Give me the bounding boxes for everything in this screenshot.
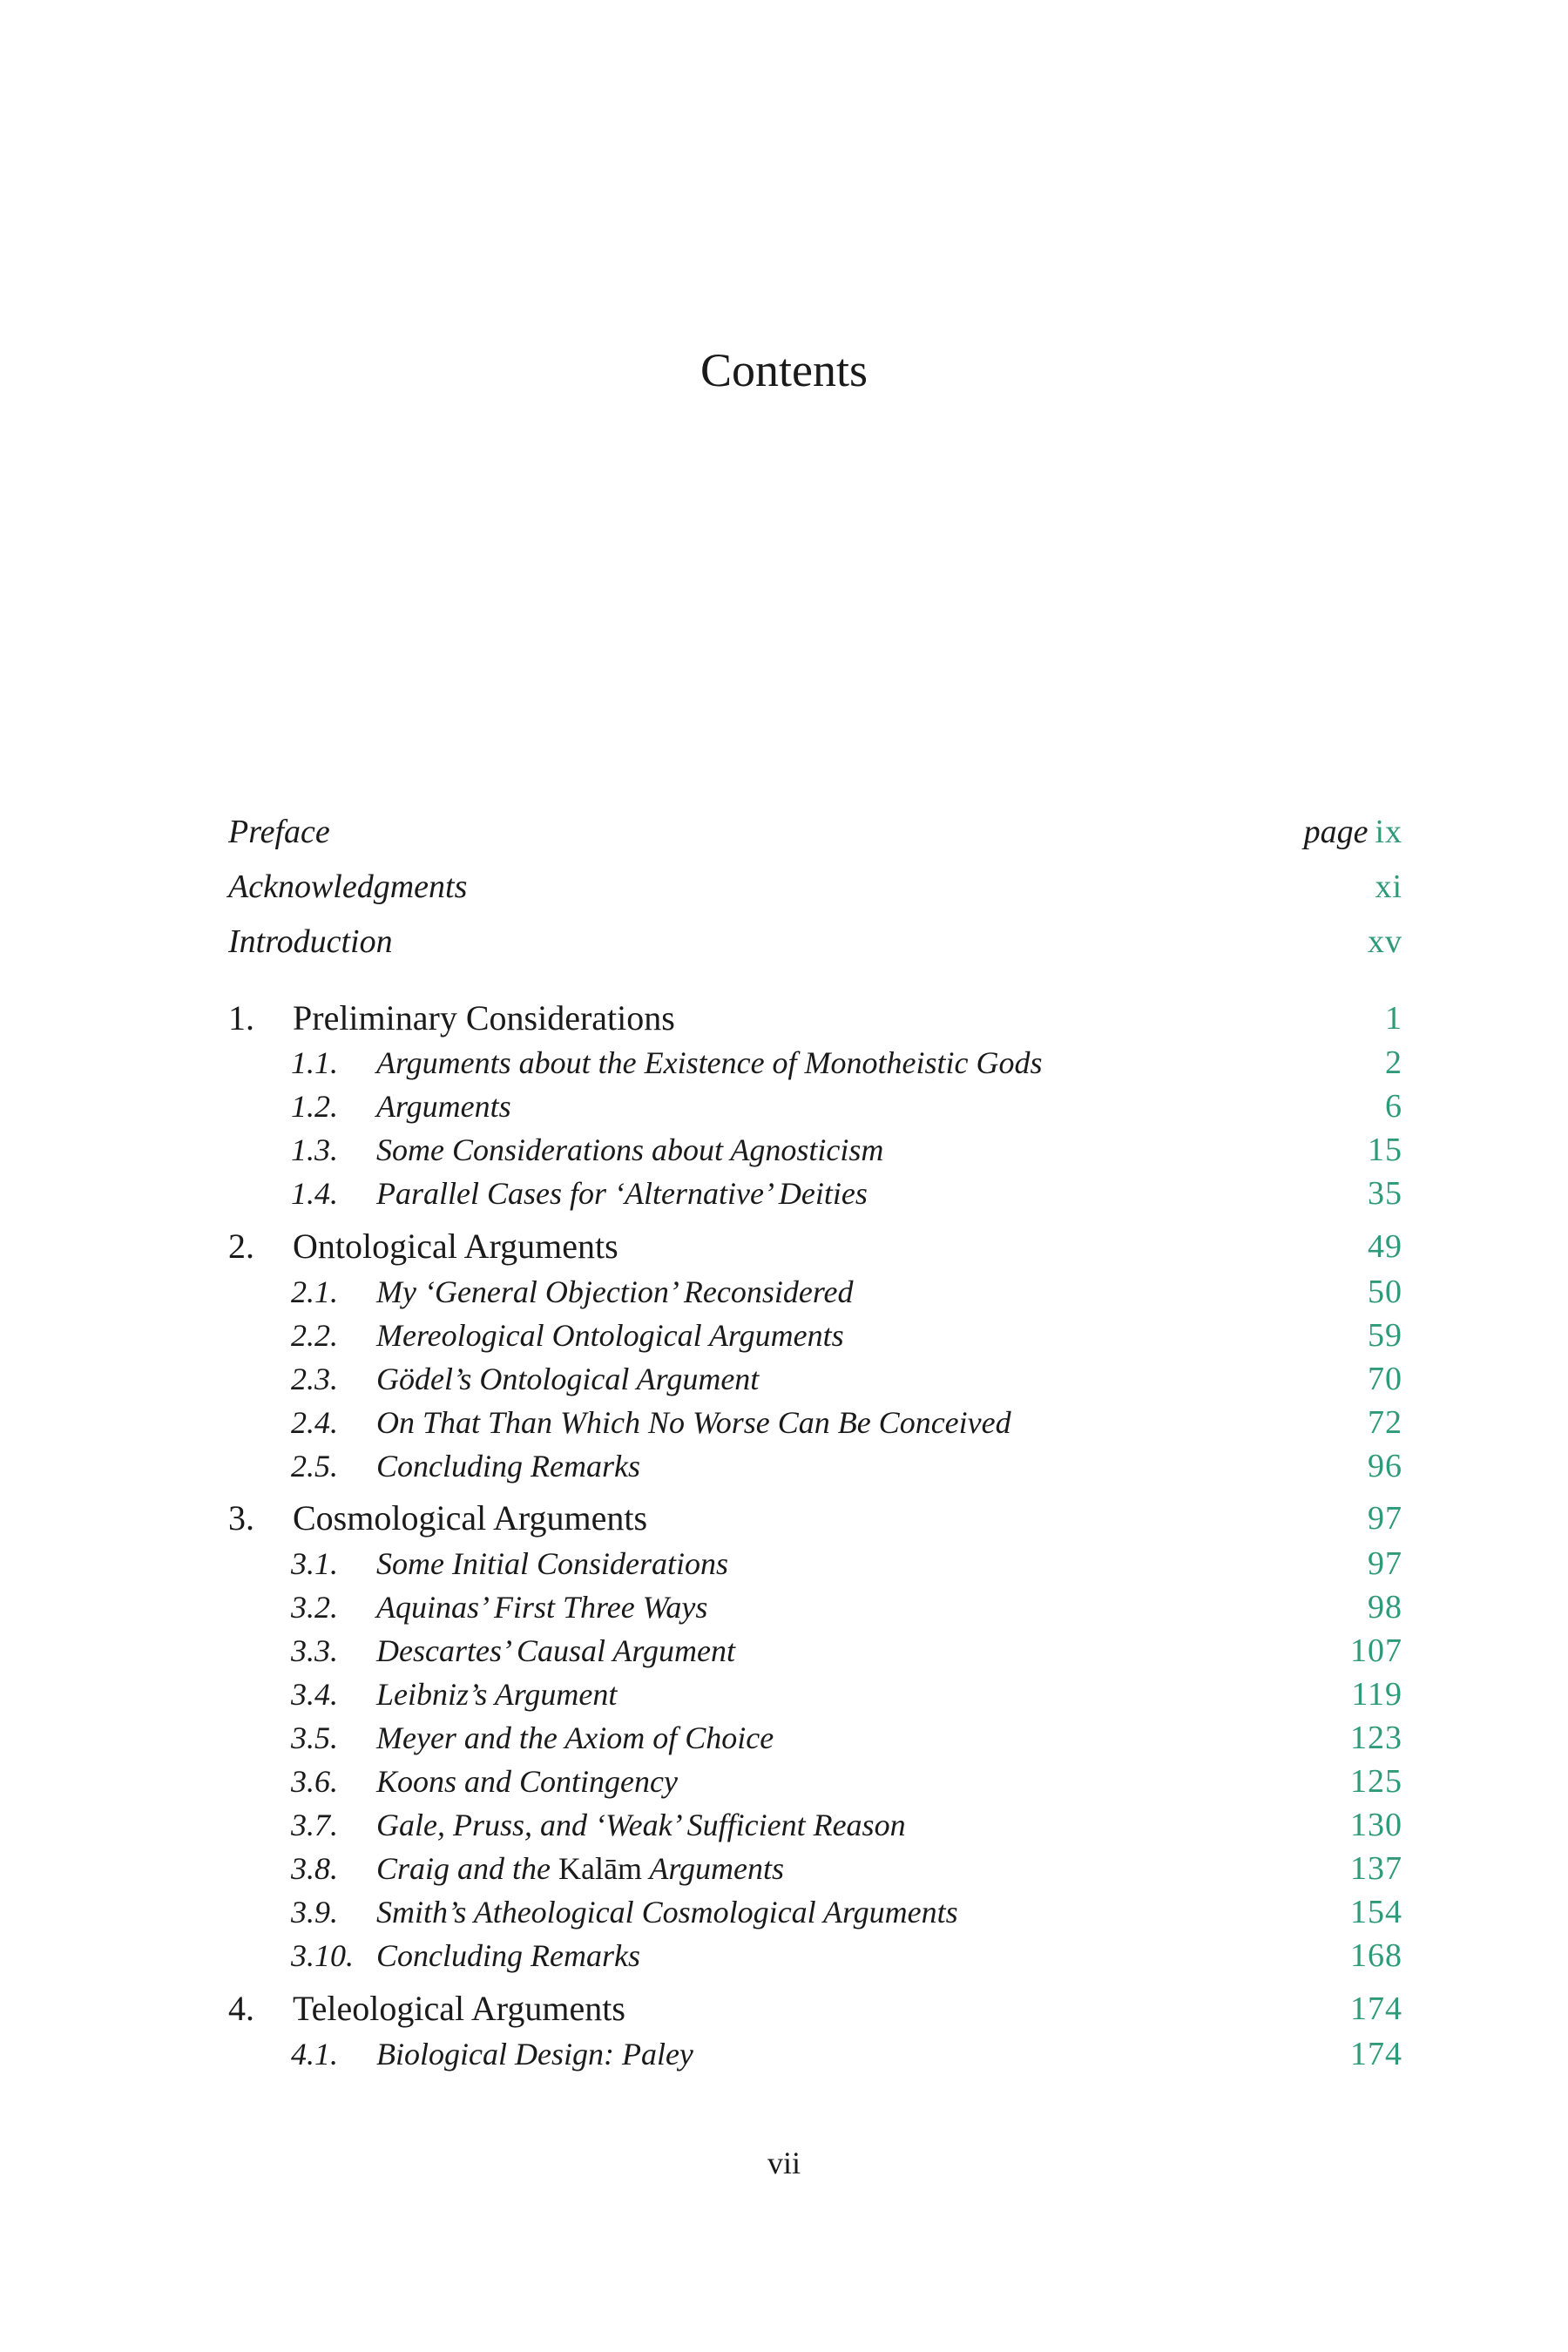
section-title: Biological Design: Paley: [376, 2037, 693, 2072]
section-title: Some Considerations about Agnosticism: [376, 1132, 884, 1167]
section-page: 15: [1368, 1132, 1402, 1168]
entry-title: Preface: [228, 814, 330, 850]
section-page: 119: [1351, 1676, 1402, 1713]
section-page: 130: [1350, 1807, 1402, 1843]
section-number: 3.4.: [291, 1677, 338, 1712]
section-title: My ‘General Objection’ Reconsidered: [376, 1274, 854, 1309]
section-title: Leibniz’s Argument: [376, 1677, 618, 1712]
section-number: 3.7.: [291, 1808, 338, 1842]
page-number: ix: [1375, 814, 1402, 850]
section-page: 137: [1350, 1850, 1402, 1887]
section-page: 98: [1368, 1589, 1402, 1625]
section-title: Arguments: [376, 1089, 511, 1124]
chapter-title: Ontological Arguments: [293, 1227, 618, 1266]
section-page: 59: [1368, 1317, 1402, 1354]
section-page: 174: [1350, 2036, 1402, 2072]
title-suffix: Arguments: [649, 1851, 784, 1886]
section-title: Gödel’s Ontological Argument: [376, 1362, 760, 1396]
section-title: Mereological Ontological Arguments: [376, 1318, 844, 1353]
section-page: 123: [1350, 1720, 1402, 1756]
section-page: 107: [1350, 1632, 1402, 1669]
section-number: 3.5.: [291, 1720, 338, 1755]
section-title: Koons and Contingency: [376, 1764, 678, 1799]
section-title: Meyer and the Axiom of Choice: [376, 1720, 774, 1755]
title-upright-term: Kalām: [558, 1851, 642, 1886]
chapter-page: 1: [1385, 1000, 1402, 1037]
section-title: Parallel Cases for ‘Alternative’ Deities: [376, 1176, 868, 1211]
section-page: 35: [1368, 1175, 1402, 1212]
section-page: 72: [1368, 1404, 1402, 1441]
section-page: 168: [1350, 1937, 1402, 1974]
section-number: 2.3.: [291, 1362, 338, 1396]
chapter-title: Preliminary Considerations: [293, 998, 675, 1037]
section-number: 4.1.: [291, 2037, 338, 2072]
entry-title: Acknowledgments: [228, 868, 468, 905]
entry-page: [1304, 810, 1402, 854]
chapter-page: 49: [1368, 1228, 1402, 1265]
chapter-number: 1.: [228, 998, 254, 1037]
page-title: Contents: [700, 344, 868, 396]
chapter-page: 174: [1350, 1990, 1402, 2027]
entry-title: Introduction: [228, 923, 393, 960]
page-number-folio: vii: [767, 2146, 801, 2180]
section-number: 2.2.: [291, 1318, 338, 1353]
chapter-title: Cosmological Arguments: [293, 1498, 648, 1538]
section-number: 3.9.: [291, 1895, 338, 1930]
section-number: 1.1.: [291, 1045, 338, 1080]
chapter-number: 2.: [228, 1227, 254, 1266]
page-prefix: page: [1303, 814, 1369, 850]
section-page: 154: [1350, 1894, 1402, 1930]
section-number: 3.8.: [291, 1851, 338, 1886]
section-number: 1.3.: [291, 1132, 338, 1167]
section-title: [376, 1848, 784, 1889]
section-title: Smith’s Atheological Cosmological Arguments: [376, 1895, 958, 1930]
section-title: Arguments about the Existence of Monotheistic Gods: [376, 1045, 1043, 1080]
section-title: Some Initial Considerations: [376, 1546, 728, 1581]
section-number: 3.10.: [291, 1938, 354, 1973]
section-title: Descartes’ Causal Argument: [376, 1633, 735, 1668]
section-number: 3.6.: [291, 1764, 338, 1799]
section-number: 1.2.: [291, 1089, 338, 1124]
entry-page: xv: [1368, 923, 1402, 960]
title-prefix: Craig and the: [376, 1851, 551, 1886]
section-number: 2.5.: [291, 1449, 338, 1484]
section-title: Concluding Remarks: [376, 1938, 640, 1973]
chapter-number: 4.: [228, 1989, 254, 2028]
section-number: 2.1.: [291, 1274, 338, 1309]
section-number: 1.4.: [291, 1176, 338, 1211]
section-title: Aquinas’ First Three Ways: [376, 1590, 708, 1625]
section-page: 125: [1350, 1763, 1402, 1800]
chapter-page: 97: [1368, 1500, 1402, 1537]
section-number: 3.1.: [291, 1546, 338, 1581]
section-page: 96: [1368, 1448, 1402, 1484]
section-number: 3.3.: [291, 1633, 338, 1668]
chapter-title: Teleological Arguments: [293, 1989, 625, 2028]
section-number: 2.4.: [291, 1405, 338, 1440]
section-page: 50: [1368, 1274, 1402, 1310]
section-title: Concluding Remarks: [376, 1449, 640, 1484]
section-page: 6: [1385, 1088, 1402, 1125]
chapter-number: 3.: [228, 1498, 254, 1538]
section-number: 3.2.: [291, 1590, 338, 1625]
section-page: 97: [1368, 1545, 1402, 1582]
entry-page: xi: [1375, 868, 1402, 905]
section-page: 2: [1385, 1044, 1402, 1081]
section-title: On That Than Which No Worse Can Be Conceived: [376, 1405, 1011, 1440]
section-title: Gale, Pruss, and ‘Weak’ Sufficient Reason: [376, 1808, 906, 1842]
section-page: 70: [1368, 1361, 1402, 1397]
